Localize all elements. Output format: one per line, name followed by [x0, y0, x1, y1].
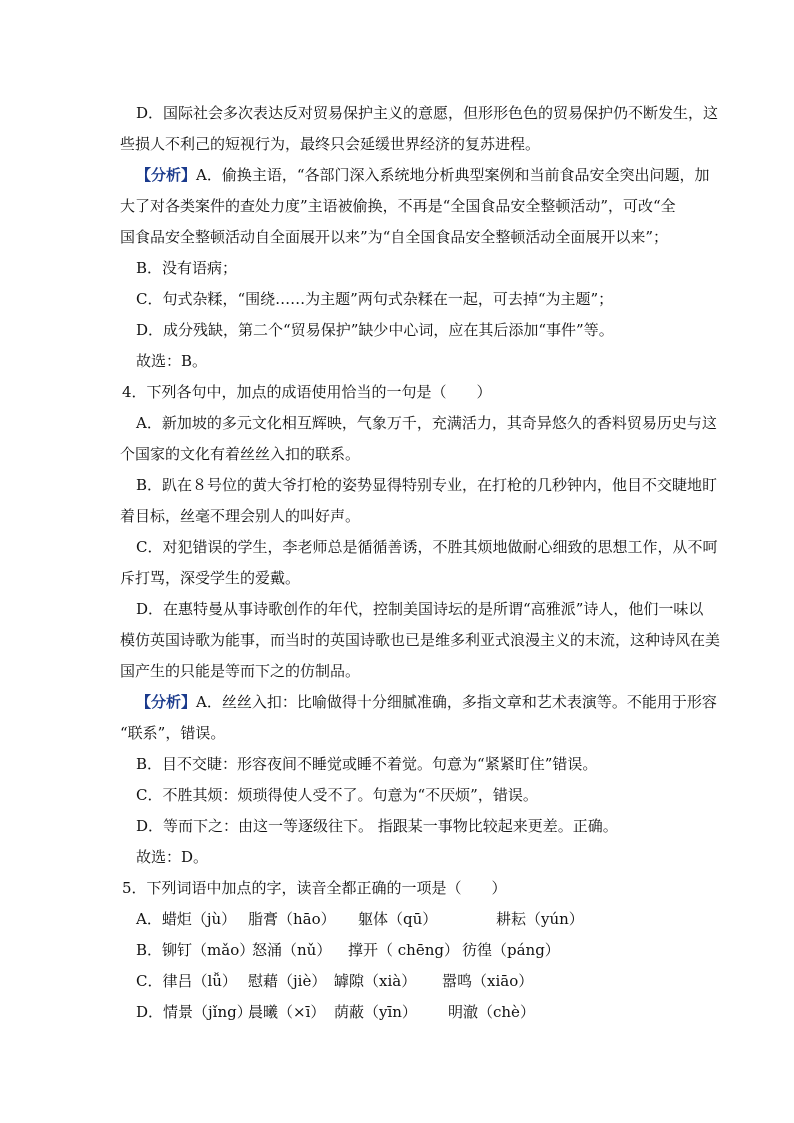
q3-analysis-line1: 【分析】A．偷换主语，“各部门深入系统地分析典型案例和当前食品安全突出问题，加 [136, 166, 710, 184]
q4-analysis-b: B．目不交睫：形容夜间不睡觉或睡不着觉。句意为“紧紧盯住”错误。 [136, 755, 598, 773]
analysis-tag: 【分析】 [136, 166, 197, 184]
q3-analysis-c: C．句式杂糅，“围绕……为主题”两句式杂糅在一起，可去掉“为主题”； [136, 290, 614, 308]
q3-option-d-line2: 些损人不利己的短视行为，最终只会延缓世界经济的复苏进程。 [120, 135, 541, 153]
q4-option-d-line3: 国产生的只能是等而下之的仿制品。 [120, 662, 361, 680]
q4-option-a-line2: 个国家的文化有着丝丝入扣的联系。 [120, 445, 361, 463]
analysis-tag: 【分析】 [136, 693, 197, 711]
q4-analysis-line2: “联系”，错误。 [120, 724, 226, 742]
q4-option-d-line1: D．在惠特曼从事诗歌创作的年代，控制美国诗坛的是所谓“高雅派”诗人，他们一味以 [136, 600, 704, 618]
q3-analysis-line2: 大了对各类案件的查处力度”主语被偷换，不再是“全国食品安全整顿活动”，可改“全 [120, 197, 676, 215]
q5-option-a: A．蜡炬（jù） 脂膏（hāo） 躯体（qū） 耕耘（yún） [136, 910, 584, 928]
q4-stem: 4．下列各句中，加点的成语使用恰当的一句是（ ） [122, 383, 492, 401]
q4-option-c-line1: C．对犯错误的学生，李老师总是循循善诱，不胜其烦地做耐心细致的思想工作，从不呵 [136, 538, 718, 556]
q5-option-d: D．情景（jǐng）晨曦（×ī） 荫蔽（yīn） 明澈（chè） [136, 1003, 535, 1021]
q4-option-a-line1: A．新加坡的多元文化相互辉映，气象万千，充满活力，其奇异悠久的香料贸易历史与这 [136, 414, 717, 432]
q3-analysis-line3: 国食品安全整顿活动自全面展开以来”为“自全国食品安全整顿活动全面展开以来”； [120, 228, 669, 246]
q4-analysis-c: C．不胜其烦：烦琐得使人受不了。句意为“不厌烦”，错误。 [136, 786, 538, 804]
q4-analysis-d: D．等而下之：由这一等逐级往下。 指跟某一事物比较起来更差。正确。 [136, 817, 618, 835]
q3-analysis-b: B．没有语病； [136, 259, 238, 277]
q5-stem: 5．下列词语中加点的字，读音全都正确的一项是（ ） [122, 879, 507, 897]
q4-option-b-line2: 着目标，丝毫不理会别人的叫好声。 [120, 507, 361, 525]
q5-option-c: C．律吕（lǚ） 慰藉（jiè） 罅隙（xià） 嚣鸣（xiāo） [136, 972, 534, 990]
q4-analysis-line1: 【分析】A．丝丝入扣：比喻做得十分细腻准确，多指文章和艺术表演等。不能用于形容 [136, 693, 717, 711]
q4-option-b-line1: B．趴在８号位的黄大爷打枪的姿势显得特别专业，在打枪的几秒钟内，他目不交睫地盯 [136, 476, 718, 494]
q3-answer: 故选：B。 [136, 352, 208, 370]
q5-option-b: B．铆钉（mǎo）怒涌（nǔ） 撑开（ chēng） 彷徨（páng） [136, 941, 560, 959]
q4-option-d-line2: 模仿英国诗歌为能事，而当时的英国诗歌也已是维多利亚式浪漫主义的末流，这种诗风在美 [120, 631, 721, 649]
q3-option-d-line1: D．国际社会多次表达反对贸易保护主义的意愿，但形形色色的贸易保护仍不断发生，这 [136, 104, 719, 122]
q4-answer: 故选：D。 [136, 848, 209, 866]
q3-analysis-d: D．成分残缺，第二个“贸易保护”缺少中心词，应在其后添加“事件”等。 [136, 321, 614, 339]
q4-option-c-line2: 斥打骂，深受学生的爱戴。 [120, 569, 301, 587]
